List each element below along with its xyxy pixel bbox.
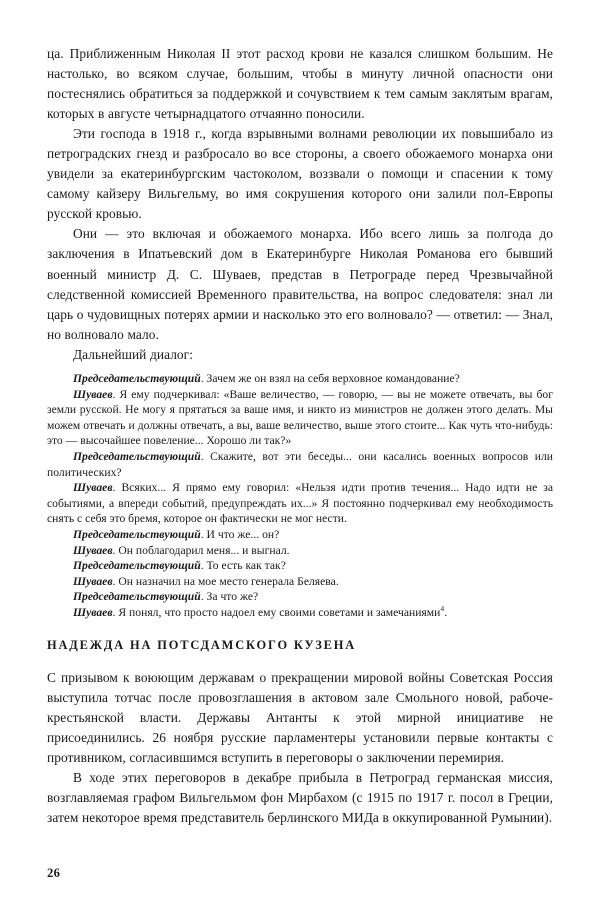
dialogue-text: . Я ему подчеркивал: «Ваше величество, — говорю, — вы не можете отвечать, вы бог земли русской. Не могу я прятаться за ваше имя, и никто из министров не должен этого делать. Мы можем отвечать и должны отвечать, а вы, ваше величество, выше этого стоите... Как чуть что-нибудь: это — высочайшее повеление... Хорошо ли так?» bbox=[47, 387, 553, 448]
dialogue-speaker: Председательствующий bbox=[73, 590, 201, 604]
dialogue-line bbox=[47, 387, 553, 449]
dialogue-speaker: Председательствующий bbox=[73, 527, 201, 541]
dialogue-line bbox=[47, 527, 553, 543]
paragraph: С призывом к воюющим державам о прекращении мировой войны Советская Россия выступила тотчас после провозглашения в актовом зале Смольного новой, рабоче-крестьянской власти. Державы Антанты к этой мирной инициативе не присоединились. 26 ноября русские парламентеры установили первые контакты с противником, согласившимся вступить в переговоры о заключении перемирия. bbox=[47, 670, 553, 766]
lower-body-text bbox=[47, 668, 553, 828]
paragraph-dialog-intro: Дальнейший диалог: bbox=[73, 346, 193, 362]
paragraph: Эти господа в 1918 г., когда взрывными волнами революции их повышибало из петроградских гнезд и разбросало во все стороны, а своего обожаемого монарха они увидели за екатеринбургским частоколом, воззвали о помощи и спасении к тому самому кайзеру Вильгельму, во имя сокрушения которого они залили пол-Европы русской кровью. bbox=[47, 126, 553, 222]
paragraph: В ходе этих переговоров в декабре прибыла в Петроград германская миссия, возглавляемая графом Вильгельмом фон Мирбахом (с 1915 по 1917 г. посол в Греции, затем некоторое время представитель берлинского МИДа в оккупированной Румынии). bbox=[47, 770, 553, 826]
dialogue-speaker: Председательствующий bbox=[73, 449, 201, 463]
footnote-marker: 4 bbox=[440, 604, 445, 614]
page-number: 26 bbox=[47, 866, 61, 880]
book-page bbox=[47, 0, 553, 906]
dialogue-text: . То есть как так? bbox=[200, 559, 286, 573]
dialogue-speaker: Шуваев bbox=[73, 387, 113, 401]
dialogue-speaker: Шуваев bbox=[73, 481, 113, 495]
paragraph: ца. Приближенным Николая II этот расход крови не казался слишком большим. Не настолько, во всяком случае, большим, чтобы в минуту личной опасности они постеснялись обратиться за поддержкой и сочувствием к тем самым заклятым врагам, которых в августе четырнадцатого отчаянно поносили. bbox=[47, 46, 553, 122]
dialogue-text: . Он назначил на мое место генерала Беляева. bbox=[112, 574, 339, 588]
dialogue-speaker: Шуваев bbox=[73, 543, 113, 557]
dialogue-speaker: Шуваев bbox=[73, 605, 113, 619]
dialogue-text: . Скажите, вот эти беседы... они касались военных вопросов или политических? bbox=[47, 449, 553, 479]
dialogue-line bbox=[47, 449, 553, 480]
paragraph: Они — это включая и обожаемого монарха. Ибо всего лишь за полгода до заключения в Ипатьевский дом в Екатеринбурге Николая Романова его бывший военный министр Д. С. Шуваев, представ в Петрограде перед Чрезвычайной следственной комиссией Временного правительства, на вопрос следователя: знал ли царь о чудовищных потерях армии и насколько это его волновало? — ответил: — Знал, но волновало мало. bbox=[47, 226, 553, 342]
dialogue-text: . Зачем же он взял на себя верховное командование? bbox=[200, 372, 460, 385]
dialogue-text: . Он поблагодарил меня... и выгнал. bbox=[112, 543, 290, 557]
upper-body-text bbox=[47, 44, 553, 365]
dialogue-line bbox=[47, 558, 553, 574]
dialogue-line bbox=[47, 371, 553, 387]
dialogue-line bbox=[47, 589, 553, 605]
testimony-dialogue bbox=[47, 371, 553, 621]
dialogue-speaker: Председательствующий bbox=[73, 559, 201, 573]
dialogue-line bbox=[47, 574, 553, 590]
dialogue-text: . И что же... он? bbox=[200, 527, 280, 541]
dialogue-line bbox=[47, 605, 553, 621]
dialogue-text: . За что же? bbox=[200, 590, 259, 604]
dialogue-speaker: Председательствующий bbox=[73, 372, 201, 385]
dialogue-text: . Я понял, что просто надоел ему своими советами и замечаниями bbox=[112, 605, 441, 619]
dialogue-line bbox=[47, 543, 553, 559]
dialogue-speaker: Шуваев bbox=[73, 574, 113, 588]
section-heading: НАДЕЖДА НА ПОТСДАМСКОГО КУЗЕНА bbox=[47, 638, 357, 652]
dialogue-line bbox=[47, 480, 553, 527]
dialogue-text-tail: . bbox=[444, 605, 448, 619]
dialogue-text: . Всяких... Я прямо ему говорил: «Нельзя идти против течения... Надо идти не за событиями, а впереди событий, предупреждать их...» Я постоянно подчеркивал ему необходимость снять с себя это бремя, которое он фактически не мог нести. bbox=[47, 481, 553, 526]
